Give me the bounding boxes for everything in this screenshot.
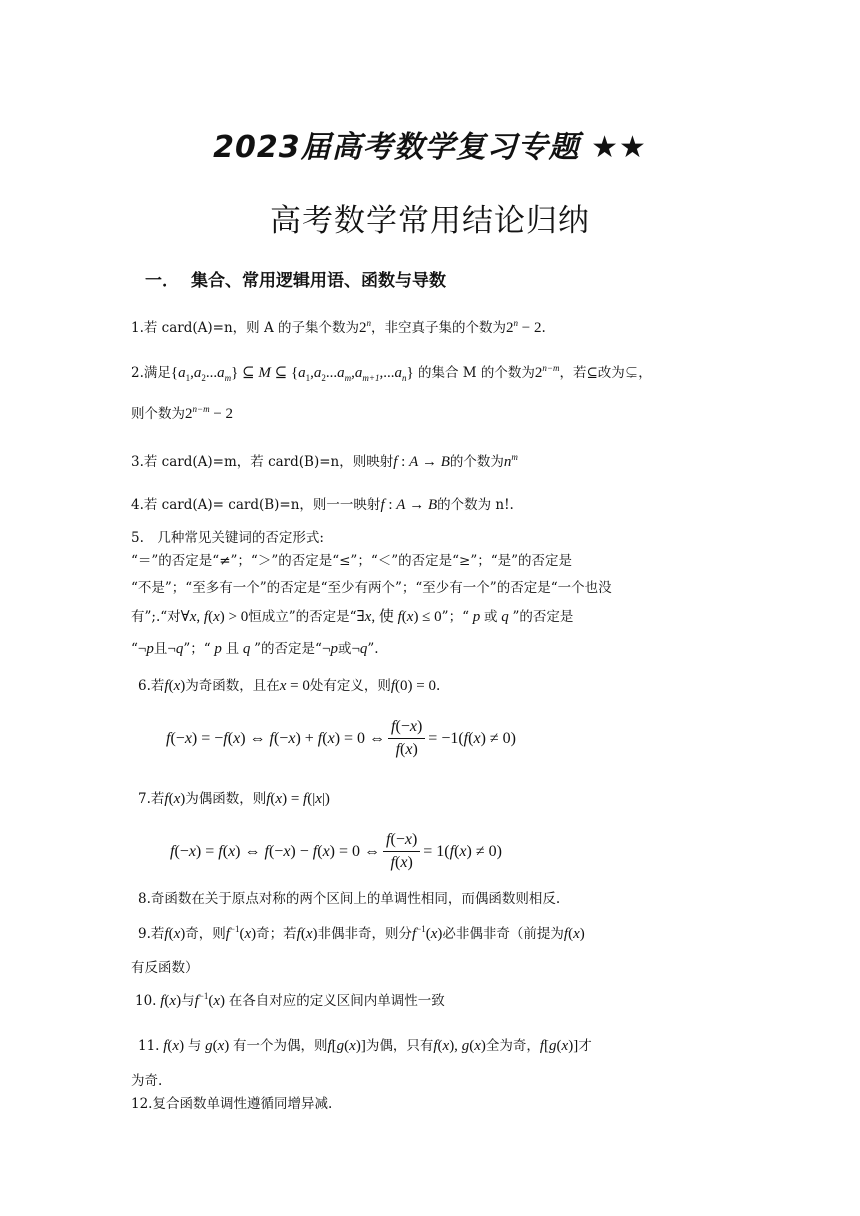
item-2: 2.满足$\{a_1,a_2...a_m\}$ ⊆ M ⊆ $\{a_1,a_2...a_m,a_{m+1},...a_n\}$ 的集合 M 的个数为$2^{n-m}$，若⊆改为⊊， [131, 363, 652, 383]
item-5-line4: “¬p且¬q”；“ p 且 q ”的否定是“¬p或¬q”. [131, 641, 379, 657]
item-10: 10. f(x)与$f^{-1}(x)$ 在各自对应的定义区间内单调性一致 [135, 991, 445, 1009]
document-title: 2023届高考数学复习专题 ★★ [213, 130, 647, 165]
item-4: 4.若 card(A)= card(B)=n，则一一映射f : A → B的个数为 n!. [131, 497, 514, 513]
item-6: 6.若f(x)为奇函数，且在x = 0处有定义，则f(0) = 0. [138, 678, 441, 694]
item-6-formula: f(−x) = −f(x) ⇔ f(−x) + f(x) = 0 ⇔ $\frac{f(-x)}{f(x)}$ = −1(f(x) ≠ 0) [166, 718, 516, 758]
document-subtitle: 高考数学常用结论归纳 [270, 203, 590, 239]
item-7-formula: f(−x) = f(x) ⇔ f(−x) − f(x) = 0 ⇔ $\frac{f(-x)}{f(x)}$ = 1(f(x) ≠ 0) [170, 831, 502, 871]
section-title: 集合、常用逻辑用语、函数与导数 [191, 271, 446, 291]
item-9-line2: 有反函数） [131, 960, 199, 976]
item-12: 12.复合函数单调性遵循同增异减. [131, 1096, 333, 1112]
item-5-line1: “＝”的否定是“≠”；“＞”的否定是“≤”；“＜”的否定是“≥”；“是”的否定是 [131, 553, 573, 569]
item-3: 3.若 card(A)=m，若 card(B)=n，则映射f : A → B的个数为$n^m$ [131, 452, 518, 470]
section-number: 一． [145, 271, 179, 291]
item-1: 1.若 card(A)=n，则 A 的子集个数为2$^n$，非空真子集的个数为$2^n - 2$. [131, 318, 546, 336]
item-5-heading: 5. 几种常见关键词的否定形式: [131, 530, 324, 546]
section-heading [145, 266, 446, 291]
item-9: 9.若f(x)奇，则$f^{-1}(x)$奇；若f(x)非偶非奇，则分$f^{-1}(x)$必非偶非奇（前提为f(x) [138, 924, 585, 942]
item-5-line3: 有”;.“对∀x, f(x) > 0恒成立”的否定是“∃x, 使 f(x) ≤ 0”；“ p 或 q ”的否定是 [131, 609, 574, 625]
item-7: 7.若f(x)为偶函数，则f(x) = f(|x|) [138, 791, 330, 807]
item-11-line2: 为奇. [131, 1073, 163, 1089]
item-5-line2: “不是”；“至多有一个”的否定是“至少有两个”；“至少有一个”的否定是“一个也没 [131, 580, 612, 596]
item-11: 11. f(x) 与 g(x) 有一个为偶，则f[g(x)]为偶，只有f(x), g(x)全为奇，f[g(x)]才 [138, 1038, 592, 1054]
item-2-line2: 则个数为$2^{n-m} - 2$ [131, 404, 234, 422]
item-8: 8.奇函数在关于原点对称的两个区间上的单调性相同，而偶函数则相反. [138, 891, 561, 907]
